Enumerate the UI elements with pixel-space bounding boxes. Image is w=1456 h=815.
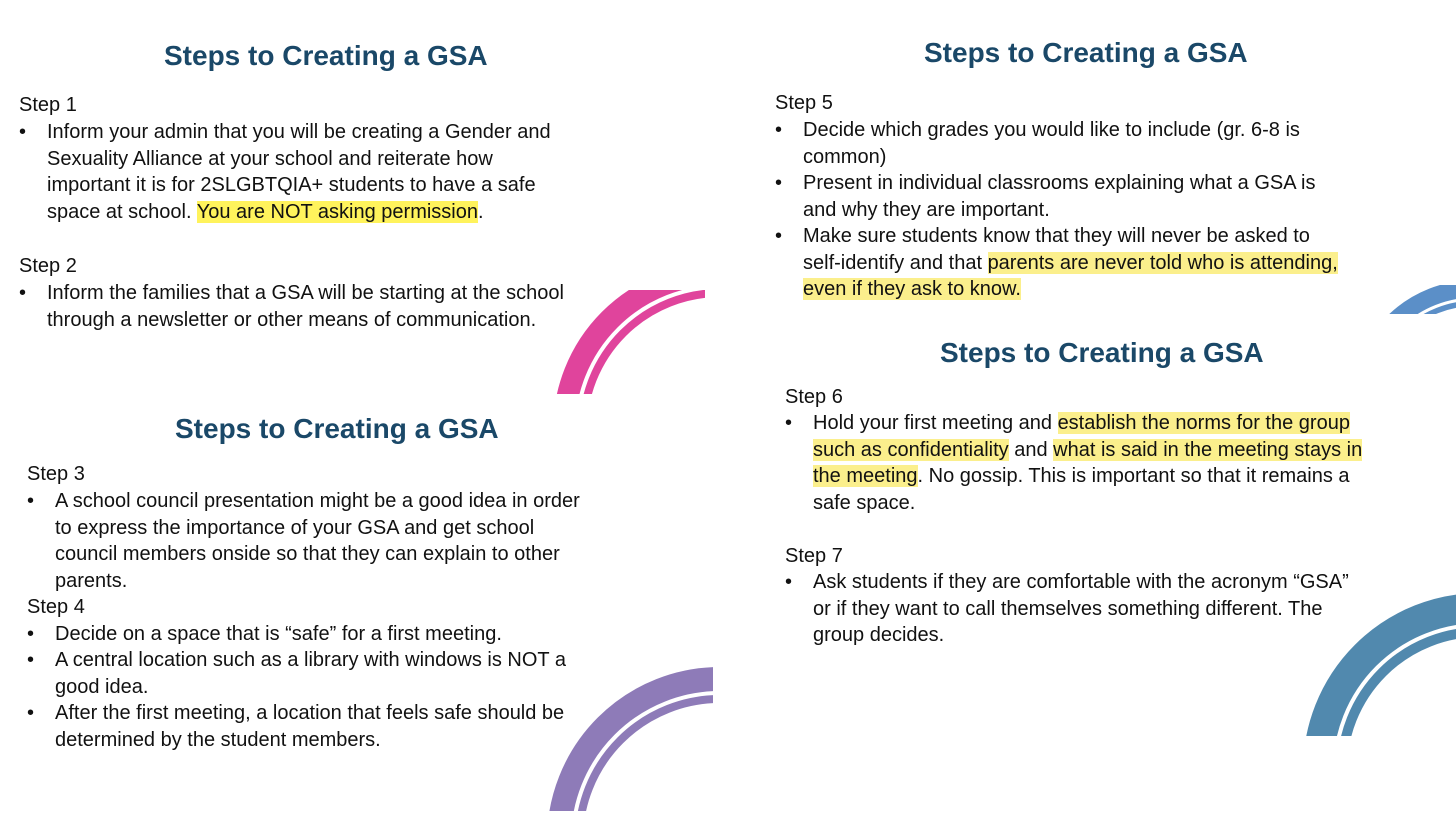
bullet-marker: • xyxy=(775,172,783,194)
bullet-marker: • xyxy=(27,649,35,671)
bullet-marker: • xyxy=(785,571,793,593)
highlight-not-asking-permission: You are NOT asking permission xyxy=(196,200,478,223)
panel-title: Steps to Creating a GSA xyxy=(164,40,488,71)
bullet-marker: • xyxy=(27,490,35,512)
panel-title: Steps to Creating a GSA xyxy=(924,37,1248,68)
blue-arc-top-decoration xyxy=(1335,285,1456,315)
highlight-confidentiality: such as confidentiality xyxy=(813,438,1009,461)
step-2-label: Step 2 xyxy=(19,255,77,277)
step-4-label: Step 4 xyxy=(27,596,85,618)
bullet-marker: • xyxy=(19,121,27,143)
step-5-label: Step 5 xyxy=(775,92,833,114)
step-7-label: Step 7 xyxy=(785,545,843,567)
highlight-parents-never-told: parents are never told who is attending, xyxy=(987,251,1338,274)
step-1-label: Step 1 xyxy=(19,94,77,116)
bullet-marker: • xyxy=(27,702,35,724)
highlight-even-if-they-ask: even if they ask to know. xyxy=(803,278,1021,300)
step-6-label: Step 6 xyxy=(785,386,843,408)
bullet-marker: • xyxy=(27,623,35,645)
panel-title: Steps to Creating a GSA xyxy=(940,337,1264,368)
bullet-marker: • xyxy=(785,412,793,434)
bullet-marker: • xyxy=(775,119,783,141)
highlight-the-meeting: the meeting xyxy=(813,465,918,487)
step-3-label: Step 3 xyxy=(27,463,85,485)
highlight-stays-in-meeting: what is said in the meeting stays in xyxy=(1053,438,1363,461)
bullet-marker: • xyxy=(775,225,783,247)
bullet-marker: • xyxy=(19,282,27,304)
panel-title: Steps to Creating a GSA xyxy=(175,413,499,444)
highlight-establish-norms: establish the norms for the group xyxy=(1057,412,1350,434)
